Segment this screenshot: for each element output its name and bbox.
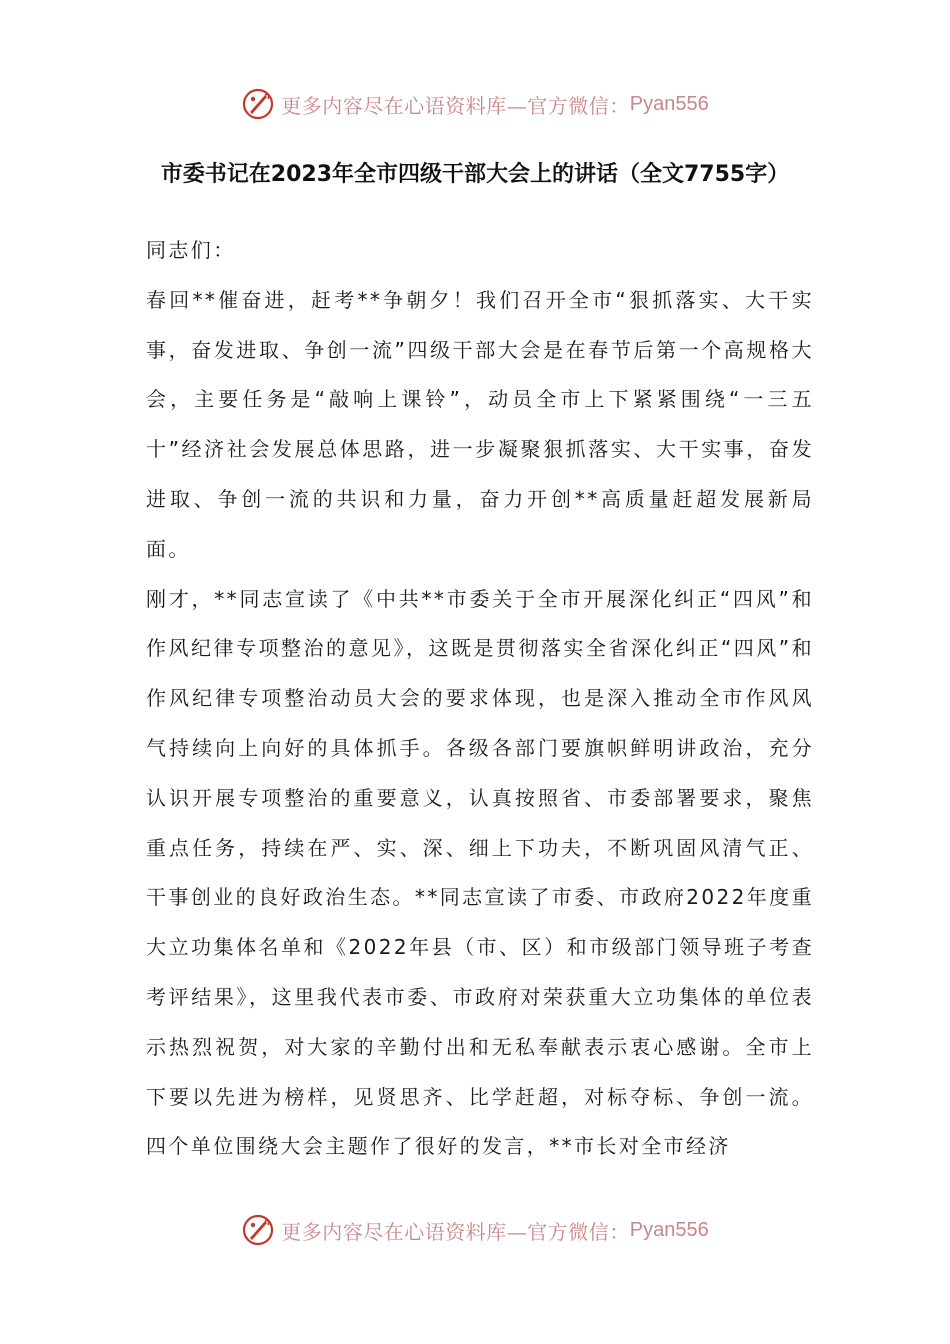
- document-title: 市委书记在2023年全市四级干部大会上的讲话（全文7755字）: [160, 162, 790, 187]
- quill-logo-icon: [241, 87, 275, 121]
- watermark-text: 更多内容尽在心语资料库—官方微信：: [281, 1219, 630, 1244]
- paragraph: 春回**催奋进，赶考**争朝夕！我们召开全市“狠抓落实、大干实事，奋发进取、争创一流”四级干部大会是在春节后第一个高规格大会，主要任务是“敲响上课铃”，动员全市上下紧紧围绕“一三五十”经济社会发展总体思路，进一步凝聚狠抓落实、大干实事，奋发进取、争创一流的共识和力量，奋力开创**高质量赶超发展新局面。: [146, 287, 814, 561]
- salutation: 同志们：: [146, 238, 236, 262]
- quill-logo-icon: [241, 1213, 275, 1247]
- watermark-text: 更多内容尽在心语资料库—官方微信：: [281, 93, 630, 118]
- paragraph: 刚才，**同志宣读了《中共**市委关于全市开展深化纠正“四风”和作风纪律专项整治的意见》，这既是贯彻落实全省深化纠正“四风”和作风纪律专项整治动员大会的要求体现，也是深入推动全市作风风气持续向上向好的具体抓手。各级各部门要旗帜鲜明讲政治，充分认识开展专项整治的重要意义，认真按照省、市委部署要求，聚焦重点任务，持续在严、实、深、细上下功夫，不断巩固风清气正、干事创业的良好政治生态。**同志宣读了市委、市政府2022年度重大立功集体名单和《2022年县（市、区）和市级部门领导班子考查考评结果》，这里我代表市委、市政府对荣获重大立功集体的单位表示热烈祝贺，对大家的辛勤付出和无私奉献表示衷心感谢。全市上下要以先进为榜样，见贤思齐、比学赶超，对标夺标、争创一流。四个单位围绕大会主题作了很好的发言，**市长对全市经济: [146, 586, 814, 1159]
- watermark-wechat-id: Pyan556: [629, 92, 709, 115]
- watermark-banner-top: [0, 84, 950, 124]
- watermark-wechat-id: Pyan556: [629, 1218, 709, 1241]
- watermark-banner-bottom: [0, 1210, 950, 1250]
- document-body: [146, 226, 814, 1172]
